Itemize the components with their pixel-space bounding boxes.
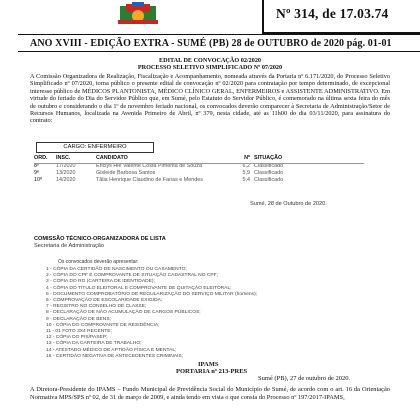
- list-item: 12 - CÓPIA DO PIS/PASEP;: [46, 335, 108, 341]
- documents-list: [46, 267, 257, 360]
- header-status: SITUAÇÃO: [254, 155, 283, 161]
- edition-line: ANO XVIII - EDIÇÃO EXTRA - SUMÉ (PB) 28 de OUTUBRO de 2020 pág. 01-01: [30, 38, 392, 49]
- portaria-date: Sumé (PB), 27 de outubro de 2020.: [258, 375, 351, 382]
- header-candidate: CANDIDATO: [96, 155, 128, 161]
- cell-status: Classificado: [254, 170, 284, 176]
- cell-grade: 6,2: [242, 163, 250, 169]
- table-row: [34, 163, 364, 170]
- list-item: 3 - CÓPIA DO RG (CARTEIRA DE IDENTIDADE);: [46, 279, 155, 285]
- comissao-heading: COMISSÃO TÉCNICO-ORGANIZADORA DE LISTA: [34, 236, 166, 242]
- portaria-body: A Diretora-Presidente do IPAMS – Fundo Municipal de Previdência Social do Município de Sumé, de acordo com o art. 16 da Orientação Normativa MPS/SPS nº 02, de 31 de março de 2009, e ainda tendo em vista o que consta do Processo nº 197/2017-IPAMS,: [30, 386, 390, 401]
- list-item: 6 - COMPROVAÇÃO DE ESCOLARIDADE EXIGIDA;: [46, 298, 163, 304]
- header-grade: Nº: [244, 155, 250, 161]
- cell-candidate: Ericlys Hiê Valente Costa Pimenta de Souza: [96, 163, 202, 169]
- list-item: 7 - REGISTRO NO CONSELHO DE CLASSE;: [46, 304, 147, 310]
- edital-body: A Comissão Organizadora de Realização, Fiscalização e Acompanhamento, nomeada através da Portaria nº 6.171/2020, do Processo Seletivo Simplificado nº 07/2020, torna público o presente edital de convocação nº 02/2020 para contratação por tempo determinado, de excepcional interesse público de MÉDICOS PLANTONISTA, MÉDICO CLÍNICO GERAL, ENFERMEIROS e ASSISTENTE ADMINISTRATIVO. Em virtude do feriado do Dia do Servidor Público que, em Sumé, pelo Estatuto do Servidor Público, é comemorado na última sexta feira do mês de outubro e considerando o dia 1º de novembro feriado nacional, os convocados deverão comparecer à Secretaria de Administração/Setor de Recursos Humanos, localizada na Avenida Primeiro de Abril, nº 379, nesta cidade, até as 11h00 do dia 03/11/2020, para assinatura do contrato:: [30, 73, 390, 125]
- list-item: 11 - 01 FOTO 3X4 RECENTE;: [46, 329, 112, 335]
- list-item: 13 - CÓPIA DA CARTEIRA DE TRABALHO;: [46, 341, 142, 347]
- cargo-title-box: CARGO: ENFERMEIRO: [36, 142, 154, 153]
- list-item: 9 - DECLARAÇÃO DE BENS;: [46, 316, 111, 322]
- cell-status: Classificado: [254, 177, 284, 183]
- list-item: 14 - ATESTADO MÉDICO DE APTIDÃO FÍSICA E MENTAL;: [46, 347, 177, 353]
- list-item: 4 - CÓPIA DO TÍTULO ELEITORAL E COMPROVANTE DE QUITAÇÃO ELEITORAL;: [46, 285, 232, 291]
- header-rule-bottom: [18, 51, 420, 52]
- comissao-subtitle: Secretaria de Administração: [34, 243, 104, 249]
- law-reference-box: [262, 0, 420, 34]
- portaria-number: PORTARIA nº 213-PRES: [176, 368, 248, 375]
- municipal-crest-icon: [118, 2, 158, 26]
- cell-insc: 14/2020: [56, 177, 76, 183]
- table-row: [34, 177, 364, 184]
- list-item: 15 - CERTIDÃO NEGATIVA DE ANTECEDENTES CRIMINAIS;: [46, 353, 183, 359]
- ipams-label: IPAMS: [198, 361, 219, 368]
- edital-subtitle: PROCESSO SELETIVO SIMPLIFICADO Nº 07/2020: [137, 64, 283, 71]
- list-item: 10 - CÓPIA DO COMPROVANTE DE RESIDÊNCIA;: [46, 322, 160, 328]
- header-rule-top: [18, 34, 420, 35]
- candidates-table: [34, 155, 364, 184]
- table-header-row: [34, 155, 364, 163]
- cell-status: Classificado: [254, 163, 284, 169]
- cell-ord: 9º: [34, 170, 39, 176]
- cell-grade: 5,4: [242, 177, 250, 183]
- table-row: [34, 170, 364, 177]
- header-ord: ORD.: [34, 155, 48, 161]
- edital-title: EDITAL DE CONVOCAÇÃO 02/2020: [158, 57, 262, 64]
- list-item: 5 - DOCUMENTO COMPROBATÓRIO DE REGULARIZAÇÃO DO SERVIÇO MILITAR (homens);: [46, 291, 258, 297]
- cell-insc: 13/2020: [56, 170, 76, 176]
- cell-candidate: Tâlia Henrique Claudino de Farias e Mendes: [96, 177, 203, 183]
- header-insc: INSC.: [56, 155, 71, 161]
- documents-intro: Os convocados deverão apresentar:: [58, 259, 139, 265]
- cell-candidate: Gisleide Barbosa Santos: [96, 170, 156, 176]
- list-item: 1 - CÓPIA DA CERTIDÃO DE NASCIMENTO OU CASAMENTO;: [46, 267, 187, 272]
- law-reference-text: Nº 314, de 17.03.74: [276, 6, 389, 21]
- cell-ord: 8º: [34, 163, 39, 169]
- list-item: 2 - CÓPIA DO CPF E COMPROVANTE DE SITUAÇÃO CADASTRAL NO CPF;: [46, 273, 219, 279]
- sign-date: Sumé, 28 de Outubro de 2020.: [250, 201, 327, 207]
- cell-insc: 17/2020: [56, 163, 76, 169]
- cell-ord: 10º: [34, 177, 42, 183]
- cell-grade: 5,9: [242, 170, 250, 176]
- list-item: 8 - DECLARAÇÃO DE NÃO ACUMULAÇÃO DE CARGOS PÚBLICOS;: [46, 310, 201, 316]
- table-rule: [34, 163, 364, 164]
